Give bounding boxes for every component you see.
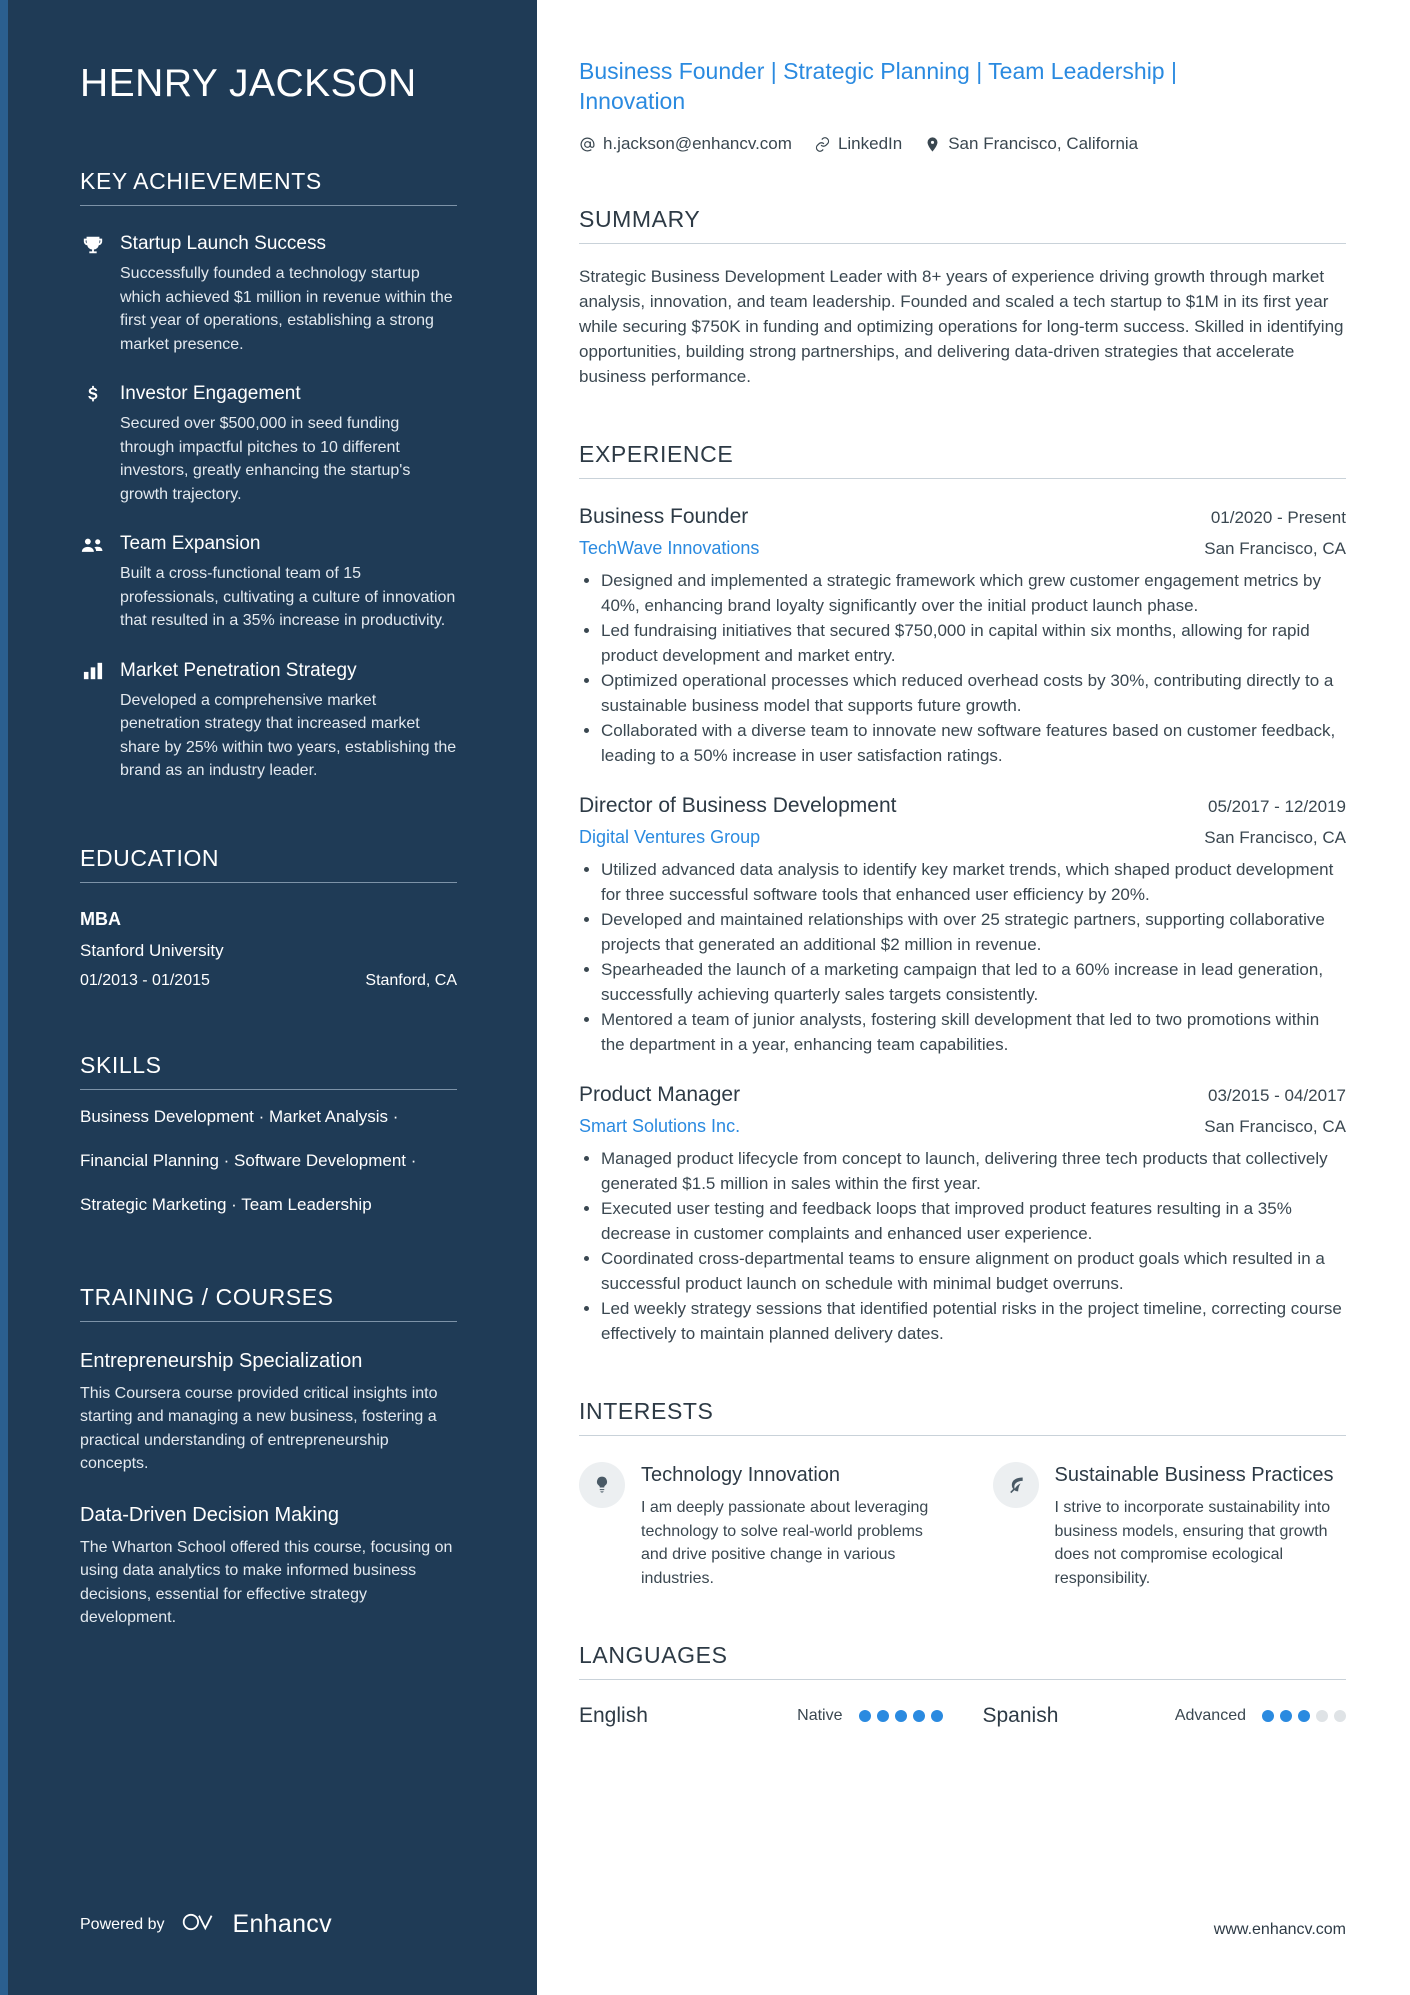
job-location: San Francisco, CA [1204, 828, 1346, 847]
education-school: Stanford University [80, 940, 224, 960]
skills-line: Financial Planning · Software Development · [80, 1150, 417, 1170]
job-title: Business Founder [579, 505, 749, 528]
section-title-education: EDUCATION [80, 845, 457, 883]
contact-location [924, 134, 1138, 154]
experience-entry [579, 1083, 1346, 1346]
achievement-description: Developed a comprehensive market penetration strategy that increased market share by 25% within two years, establishing the brand as an industry leader. [120, 691, 457, 779]
interests-list [579, 1462, 1346, 1590]
experience-entry [579, 505, 1346, 768]
job-bullet: • Managed product lifecycle from concept to launch, delivering three tech products that collectively generated $1.5 million in sales within the first year. [601, 1147, 1346, 1196]
education-location: Stanford, CA [365, 971, 457, 989]
language-item [579, 1704, 943, 1728]
achievement-title: Startup Launch Success [120, 233, 326, 254]
language-item [983, 1704, 1347, 1728]
interest-title: Technology Innovation [641, 1464, 841, 1486]
rating-dot [859, 1710, 871, 1722]
job-dates: 01/2020 - Present [1210, 508, 1346, 527]
course-description: The Wharton School offered this course, focusing on using data analytics to make informed business decisions, essential for effective strategy development. [80, 1538, 453, 1626]
education-degree: MBA [80, 908, 121, 929]
achievement-title: Team Expansion [120, 533, 261, 554]
job-bullet: • Spearheaded the launch of a marketing campaign that led to a 60% increase in lead generation, successfully achieving quarterly sales targets consistently. [601, 958, 1346, 1007]
achievement-description: Successfully founded a technology startup which achieved $1 million in revenue within the first year of operations, establishing a strong market presence. [120, 265, 453, 353]
at-icon [579, 136, 596, 153]
job-bullet: • Utilized advanced data analysis to identify key market trends, which shaped product development for three successful software tools that enhanced user efficiency by 20%. [601, 858, 1346, 907]
job-bullets [579, 569, 1346, 768]
job-company[interactable]: TechWave Innovations [579, 538, 760, 558]
achievement-description: Built a cross-functional team of 15 professionals, cultivating a culture of innovation that resulted in a 35% increase in productivity. [120, 565, 456, 629]
rating-dot [1280, 1710, 1292, 1722]
rating-dot [931, 1710, 943, 1722]
language-rating-dots [1262, 1710, 1346, 1722]
section-title-training-courses: TRAINING / COURSES [80, 1284, 457, 1322]
section-title-summary: SUMMARY [579, 206, 1346, 244]
main-content [537, 0, 1410, 1995]
education-dates: 01/2013 - 01/2015 [80, 971, 210, 989]
rating-dot [1316, 1710, 1328, 1722]
people-icon [80, 532, 106, 633]
job-bullets [579, 858, 1346, 1057]
powered-by-label: Powered by [80, 1915, 165, 1933]
contact-bar [579, 134, 1346, 154]
job-bullet: • Coordinated cross-departmental teams to ensure alignment on product goals which resulted in a successful product launch on schedule with minimal budget overruns. [601, 1247, 1346, 1296]
job-bullet: • Designed and implemented a strategic framework which grew customer engagement metrics by 40%, enhancing brand loyalty significantly over the initial product launch phase. [601, 569, 1346, 618]
language-level: Native [797, 1707, 843, 1724]
skills-line: Business Development · Market Analysis · [80, 1106, 399, 1126]
contact-email-text: h.jackson@enhancv.com [603, 134, 792, 153]
job-bullet: • Mentored a team of junior analysts, fostering skill development that led to two promotions within the department in a year, enhancing team capabilities. [601, 1008, 1346, 1057]
enhancv-logo-icon [181, 1910, 217, 1939]
job-company[interactable]: Digital Ventures Group [579, 827, 761, 847]
interest-description: I strive to incorporate sustainability into business models, ensuring that growth does not compromise ecological responsibility. [1054, 1499, 1331, 1587]
rating-dot [895, 1710, 907, 1722]
job-location: San Francisco, CA [1204, 1117, 1346, 1136]
lightbulb-icon [579, 1462, 625, 1508]
sidebar-accent-bar [0, 0, 8, 1995]
link-icon [814, 136, 831, 153]
summary-text: Strategic Business Development Leader with 8+ years of experience driving growth through market analysis, innovation, and team leadership. Founded and scaled a tech startup to $1M in its first year while securing $750K in funding and optimizing operations for long-term success. Skilled in identifying opportunities, building strong partnerships, and delivering data-driven strategies that accelerate business performance. [579, 267, 1344, 386]
achievement-item [80, 382, 457, 506]
rating-dot [877, 1710, 889, 1722]
course-title: Entrepreneurship Specialization [80, 1349, 363, 1372]
experience-entry [579, 794, 1346, 1057]
rating-dot [913, 1710, 925, 1722]
map-pin-icon [924, 136, 941, 153]
contact-location-text: San Francisco, California [948, 134, 1139, 153]
rating-dot [1334, 1710, 1346, 1722]
job-dates: 05/2017 - 12/2019 [1207, 797, 1346, 816]
course-description: This Coursera course provided critical insights into starting and managing a new business, fostering a practical understanding of entrepreneurship concepts. [80, 1384, 438, 1472]
rating-dot [1298, 1710, 1310, 1722]
section-title-interests: INTERESTS [579, 1398, 1346, 1436]
achievement-item [80, 659, 457, 783]
contact-linkedin[interactable] [814, 134, 902, 154]
job-bullet: • Optimized operational processes which reduced overhead costs by 30%, contributing directly to a sustainable business model that supports future growth. [601, 669, 1346, 718]
course-title: Data-Driven Decision Making [80, 1503, 339, 1526]
candidate-name: HENRY JACKSON [80, 62, 417, 105]
brand-name: Enhancv [232, 1910, 332, 1938]
contact-email[interactable] [579, 134, 792, 154]
language-name: English [579, 1704, 648, 1727]
bar-chart-icon [80, 659, 106, 783]
interest-description: I am deeply passionate about leveraging technology to solve real-world problems and drive positive change in various industries. [641, 1499, 929, 1587]
interest-title: Sustainable Business Practices [1054, 1464, 1334, 1486]
education-item [80, 909, 457, 990]
job-company[interactable]: Smart Solutions Inc. [579, 1116, 741, 1136]
section-title-languages: LANGUAGES [579, 1642, 1346, 1680]
achievement-description: Secured over $500,000 in seed funding through impactful pitches to 10 different investors, greatly enhancing the startup's growth trajectory. [120, 415, 411, 503]
language-name: Spanish [982, 1704, 1059, 1727]
job-dates: 03/2015 - 04/2017 [1207, 1086, 1346, 1105]
course-item [80, 1504, 457, 1630]
powered-by-footer [80, 1910, 332, 1939]
section-title-skills: SKILLS [80, 1052, 457, 1090]
interest-item [579, 1462, 933, 1590]
job-bullets [579, 1147, 1346, 1346]
leaf-icon [993, 1462, 1039, 1508]
job-bullet: • Led fundraising initiatives that secured $750,000 in capital within six months, allowing for rapid product development and market entry. [601, 619, 1346, 668]
language-rating-dots [859, 1710, 943, 1722]
rating-dot [1262, 1710, 1274, 1722]
section-title-experience: EXPERIENCE [579, 441, 1346, 479]
job-bullet: • Led weekly strategy sessions that identified potential risks in the project timeline, correcting course effectively to maintain planned delivery dates. [601, 1297, 1346, 1346]
job-title: Product Manager [579, 1083, 741, 1106]
skills-line: Strategic Marketing · Team Leadership [80, 1194, 372, 1214]
job-location: San Francisco, CA [1204, 539, 1346, 558]
achievement-item [80, 232, 457, 356]
dollar-icon [80, 382, 106, 506]
achievement-title: Investor Engagement [120, 383, 301, 404]
job-bullet: • Developed and maintained relationships with over 25 strategic partners, supporting collaborative projects that generated an additional $2 million in revenue. [601, 908, 1346, 957]
course-item [80, 1350, 457, 1476]
section-title-key-achievements: KEY ACHIEVEMENTS [80, 168, 457, 206]
sidebar [0, 0, 537, 1995]
languages-list [579, 1704, 1346, 1728]
professional-headline: Business Founder | Strategic Planning | Team Leadership | Innovation [579, 58, 1177, 114]
achievement-title: Market Penetration Strategy [120, 659, 357, 681]
trophy-icon [80, 232, 106, 356]
language-level: Advanced [1174, 1707, 1246, 1724]
job-title: Director of Business Development [579, 794, 897, 817]
job-bullet: • Collaborated with a diverse team to innovate new software features based on customer feedback, leading to a 50% increase in user satisfaction ratings. [601, 719, 1346, 768]
achievement-item [80, 532, 457, 633]
job-bullet: • Executed user testing and feedback loops that improved product features resulting in a 35% decrease in customer complaints and enhanced user experience. [601, 1197, 1346, 1246]
contact-linkedin-text: LinkedIn [837, 134, 903, 153]
website-footer[interactable]: www.enhancv.com [1213, 1921, 1346, 1938]
interest-item [993, 1462, 1347, 1590]
